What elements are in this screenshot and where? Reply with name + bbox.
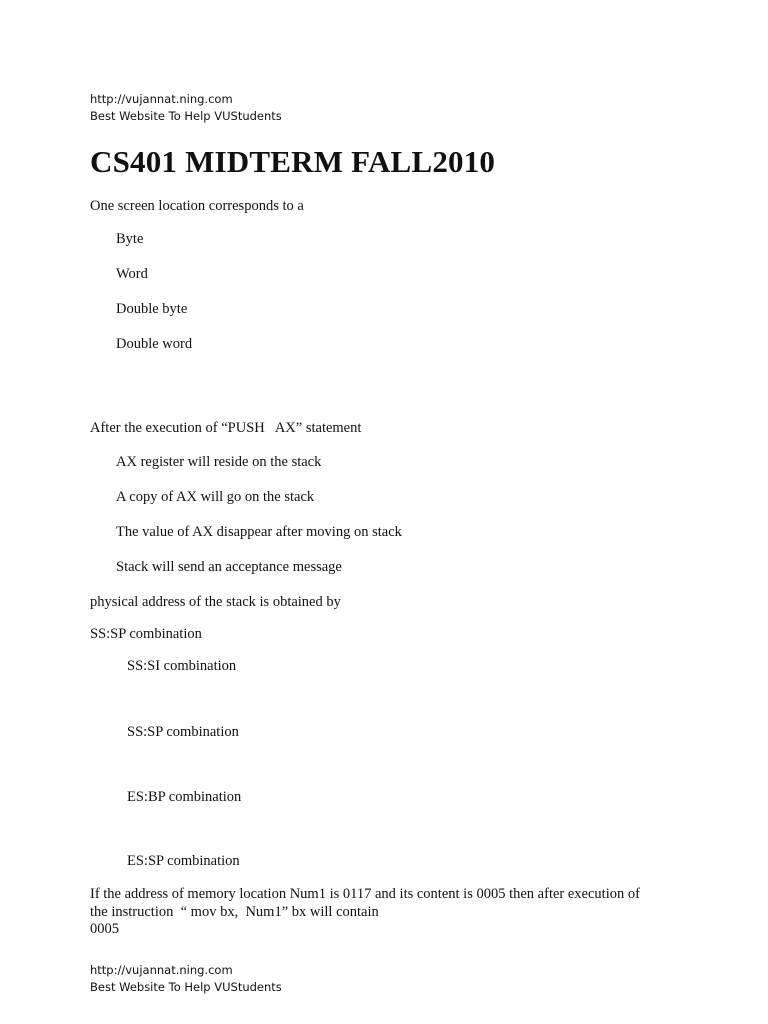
q1-option-4: Double word	[116, 336, 193, 352]
page-title: CS401 MIDTERM FALL2010	[90, 144, 496, 179]
footer-url[interactable]: http://vujannat.ning.com	[90, 963, 233, 977]
q1-option-3: Double byte	[116, 301, 188, 317]
q2-option-2: A copy of AX will go on the stack	[116, 489, 315, 505]
question-1: One screen location corresponds to a	[90, 198, 304, 214]
q4-answer: 0005	[90, 921, 119, 937]
q2-option-4: Stack will send an acceptance message	[116, 559, 342, 575]
q3-answer: SS:SP combination	[90, 626, 202, 642]
q1-option-2: Word	[116, 266, 148, 282]
question-4-line-2: the instruction “ mov bx, Num1” bx will contain	[90, 904, 379, 920]
footer-tagline: Best Website To Help VUStudents	[90, 980, 282, 994]
header-url[interactable]: http://vujannat.ning.com	[90, 92, 233, 106]
q3-option-1: SS:SI combination	[127, 658, 237, 674]
question-2: After the execution of “PUSH AX” statement	[90, 420, 362, 436]
header-tagline: Best Website To Help VUStudents	[90, 109, 282, 123]
q2-option-1: AX register will reside on the stack	[116, 454, 322, 470]
question-3: physical address of the stack is obtained by	[90, 594, 341, 610]
q3-option-3: ES:BP combination	[127, 789, 242, 805]
q3-option-2: SS:SP combination	[127, 724, 239, 740]
q3-option-4: ES:SP combination	[127, 853, 240, 869]
question-4-line-1: If the address of memory location Num1 is 0117 and its content is 0005 then after execution of	[90, 886, 640, 902]
q2-option-3: The value of AX disappear after moving on stack	[116, 524, 402, 540]
q1-option-1: Byte	[116, 231, 144, 247]
